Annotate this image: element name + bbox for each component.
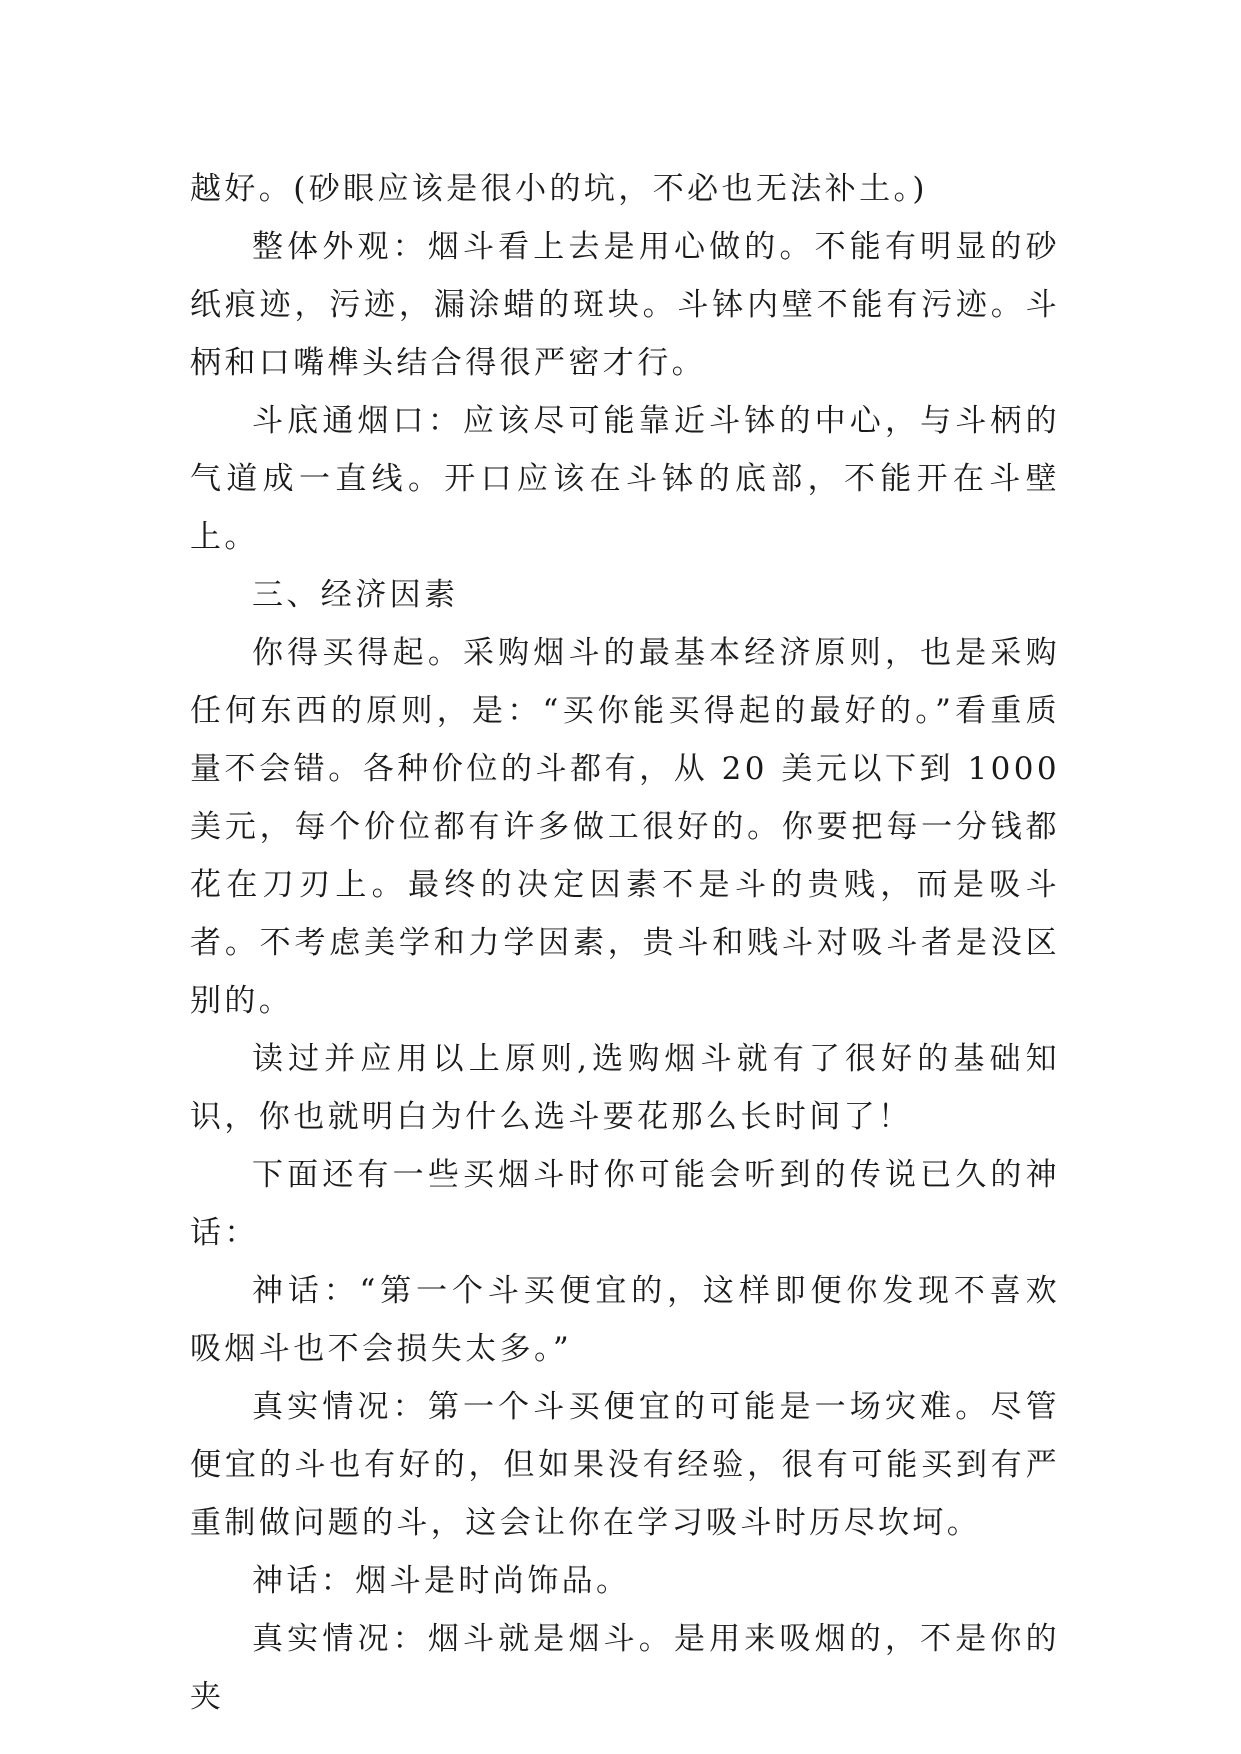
paragraph-continuation: 越好。(砂眼应该是很小的坑，不必也无法补土。) [190, 171, 928, 207]
section-heading-economic-factors: 三、经济因素 [252, 577, 459, 613]
paragraph-truth-cheap-first-pipe: 真实情况：第一个斗买便宜的可能是一场灾难。尽管便宜的斗也有好的，但如果没有经验，很有可能买到有严重制做问题的斗，这会让你在学习吸斗时历尽坎坷。 [190, 1389, 1060, 1541]
paragraph-truth-fashion: 真实情况：烟斗就是烟斗。是用来吸烟的，不是你的夹 [190, 1621, 1060, 1715]
paragraph-myths-intro: 下面还有一些买烟斗时你可能会听到的传说已久的神话： [190, 1157, 1060, 1251]
document-page [190, 160, 1060, 1726]
paragraph-myth-fashion: 神话：烟斗是时尚饰品。 [252, 1563, 631, 1599]
paragraph-principles-summary: 读过并应用以上原则,选购烟斗就有了很好的基础知识，你也就明白为什么选斗要花那么长时间了！ [190, 1041, 1060, 1135]
paragraph-draft-hole: 斗底通烟口：应该尽可能靠近斗钵的中心，与斗柄的气道成一直线。开口应该在斗钵的底部，不能开在斗壁上。 [190, 403, 1060, 555]
paragraph-affordability: 你得买得起。采购烟斗的最基本经济原则，也是采购任何东西的原则，是：“买你能买得起的最好的。”看重质量不会错。各种价位的斗都有，从 20 美元以下到 1000 美元，每个价位都有许多做工很好的。你要把每一分钱都花在刀刃上。最终的决定因素不是斗的贵贱，而是吸斗者。不考虑美学和力学因素，贵斗和贱斗对吸斗者是没区别的。 [190, 635, 1060, 1019]
paragraph-myth-cheap-first-pipe: 神话：“第一个斗买便宜的，这样即便你发现不喜欢吸烟斗也不会损失太多。” [190, 1273, 1060, 1367]
paragraph-overall-appearance: 整体外观：烟斗看上去是用心做的。不能有明显的砂纸痕迹，污迹，漏涂蜡的斑块。斗钵内壁不能有污迹。斗柄和口嘴榫头结合得很严密才行。 [190, 229, 1060, 381]
